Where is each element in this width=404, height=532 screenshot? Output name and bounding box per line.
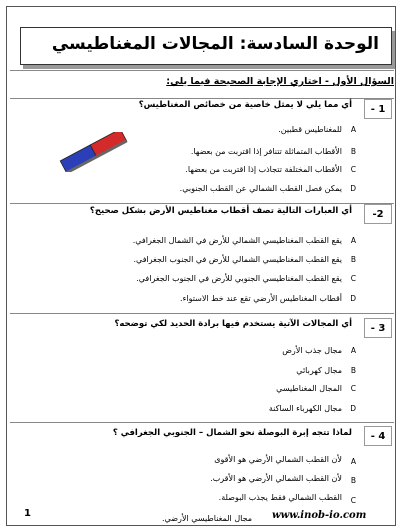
bar-magnet-icon: [54, 132, 134, 172]
option-letter: A: [350, 125, 356, 134]
option-letter: C: [350, 496, 356, 505]
option-text[interactable]: مجال الكهرباء الساكنة: [268, 404, 342, 413]
divider: [10, 98, 394, 99]
option-letter: A: [350, 346, 356, 355]
option-text[interactable]: الأقطاب المتماثلة تتنافر إذا اقتربت من بعضها.: [190, 147, 342, 156]
option-text[interactable]: يقع القطب المغناطيسي الشمالي للأرض في الشمال الجغرافي.: [132, 236, 342, 245]
option-letter: C: [350, 384, 356, 393]
section-title: السؤال الأول - اختاري الإجابة الصحيحة فيما يلي:: [166, 76, 394, 87]
option-text[interactable]: للمغناطيس قطبين.: [278, 125, 342, 134]
divider: [10, 422, 394, 423]
title-box: [20, 27, 392, 65]
option-letter: B: [350, 366, 356, 375]
question-text: أي المجالات الآتية يستخدم فيها برادة الحديد لكي توضحه؟: [114, 319, 352, 329]
option-text[interactable]: أقطاب المغناطيس الأرضي تقع عند خط الاستواء.: [180, 294, 342, 303]
question-number: - 1: [364, 99, 392, 119]
page-title: الوحدة السادسة: المجالات المغناطيسي: [51, 34, 379, 54]
question-number: -2: [364, 204, 392, 224]
option-text[interactable]: المجال المغناطيسي: [276, 384, 342, 393]
divider: [10, 70, 394, 71]
option-letter: C: [350, 274, 356, 283]
option-text[interactable]: لأن القطب الشمالي الأرضي هو الأقرب.: [210, 474, 342, 483]
option-letter: D: [350, 184, 356, 193]
option-text[interactable]: مجال جذب الأرض: [282, 346, 342, 355]
option-text[interactable]: لأن القطب الشمالي الأرضي هو الأقوى: [214, 455, 342, 464]
page-number: 1: [24, 508, 31, 519]
option-letter: B: [350, 476, 356, 485]
question-number: - 3: [364, 318, 392, 338]
question-number: - 4: [364, 426, 392, 446]
option-text[interactable]: يمكن فصل القطب الشمالي عن القطب الجنوبي.: [179, 184, 342, 193]
divider: [10, 313, 394, 314]
option-letter: A: [350, 236, 356, 245]
option-letter: B: [350, 147, 356, 156]
option-letter: D: [350, 294, 356, 303]
question-text: أي مما يلي لا يمثل خاصية من خصائص المغناطيس؟: [138, 100, 352, 110]
option-text[interactable]: مجال كهربائي: [296, 366, 342, 375]
option-letter: B: [350, 255, 356, 264]
question-text: أي العبارات التالية تصف أقطاب مغناطيس الأرض بشكل صحيح؟: [89, 206, 352, 216]
option-text[interactable]: الأقطاب المختلفة تتجاذب إذا اقتربت من بعضها.: [185, 165, 342, 174]
option-text[interactable]: مجال المغناطيسي الأرضي.: [162, 514, 253, 523]
divider: [10, 203, 394, 204]
website-footer: www.inob-io.com: [272, 510, 367, 521]
option-text[interactable]: القطب الشمالي فقط يجذب البوصلة.: [218, 493, 342, 502]
option-letter: D: [350, 404, 356, 413]
option-text[interactable]: يقع القطب المغناطيسي الجنوبي للأرض في الجنوب الجغرافي.: [136, 274, 342, 283]
question-text: لماذا تتجه إبرة البوصلة نحو الشمال – الجنوبي الجغرافي ؟: [112, 428, 352, 438]
option-letter: A: [350, 457, 356, 466]
option-letter: C: [350, 165, 356, 174]
option-text[interactable]: يقع القطب المغناطيسي الشمالي للأرض في الجنوب الجغرافي.: [133, 255, 342, 264]
